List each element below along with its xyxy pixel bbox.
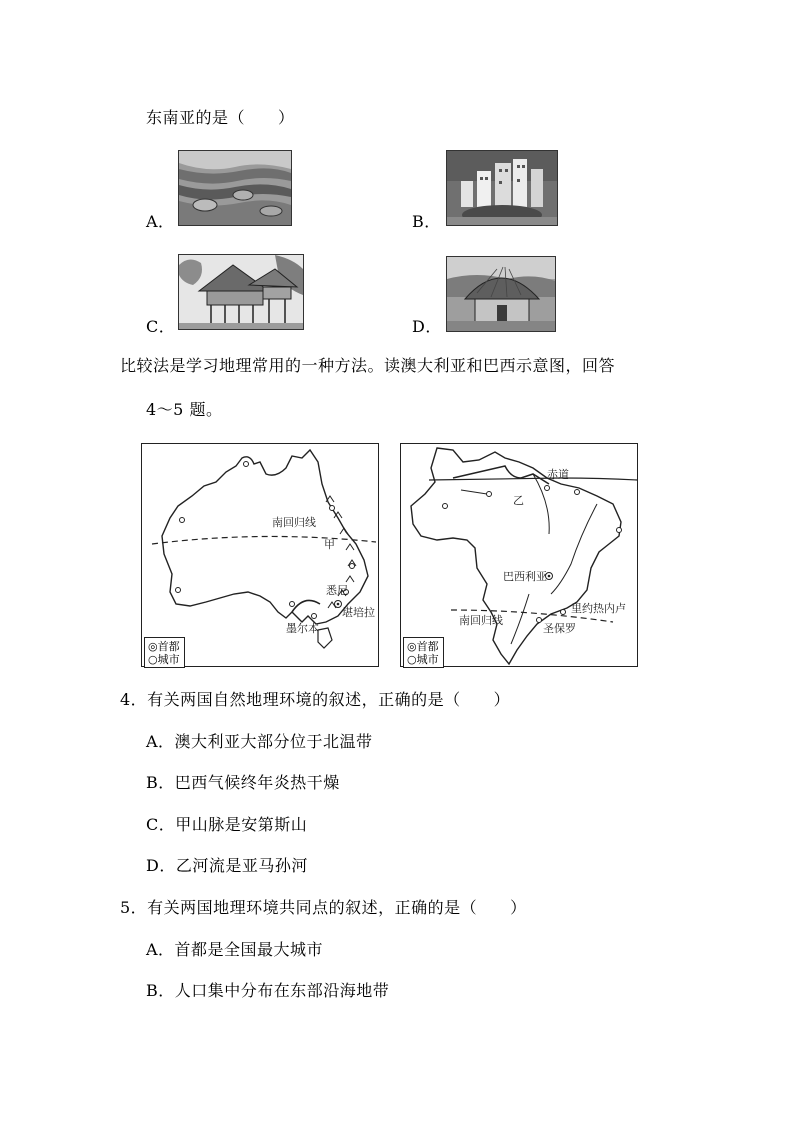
- q3-option-d-letter[interactable]: D．: [412, 317, 442, 336]
- intro-line-1: 比较法是学习地理常用的一种方法。读澳大利亚和巴西示意图，回答: [120, 356, 616, 375]
- sydney-label: 悉尼: [326, 584, 348, 597]
- capital-legend-icon: ◎: [407, 640, 417, 653]
- q3-option-c-letter[interactable]: C．: [146, 317, 176, 336]
- city-marker: [290, 602, 295, 607]
- q5-stem: 5．有关两国地理环境共同点的叙述，正确的是（ ）: [120, 898, 527, 917]
- rio-label: 里约热内卢: [571, 602, 626, 615]
- city-marker: [350, 564, 355, 569]
- brasilia-label: 巴西利亚: [503, 570, 547, 583]
- q5-option-b[interactable]: B．人口集中分布在东部沿海地带: [146, 981, 390, 1000]
- city-marker: [575, 490, 580, 495]
- legend-city-text: 城市: [416, 653, 439, 666]
- thatched-round-hut-photo[interactable]: [446, 256, 556, 332]
- equator-label: 赤道: [547, 468, 569, 481]
- desert-mud-towers-photo[interactable]: [446, 150, 558, 226]
- city-marker: [545, 486, 550, 491]
- tasmania-outline: [318, 628, 332, 648]
- city-marker: [617, 528, 622, 533]
- city-marker: [330, 506, 335, 511]
- terraced-rice-fields-photo[interactable]: [178, 150, 292, 226]
- city-marker: [487, 492, 492, 497]
- legend-capital-text: 首都: [157, 640, 180, 653]
- q4-option-a[interactable]: A．澳大利亚大部分位于北温带: [146, 732, 373, 751]
- brazil-legend: [403, 637, 444, 668]
- city-marker: [443, 504, 448, 509]
- q5-option-a[interactable]: A．首都是全国最大城市: [146, 940, 324, 959]
- brazil-map: [400, 443, 638, 667]
- mountain-label-jia: 甲: [324, 538, 335, 551]
- sao-paulo-label: 圣保罗: [543, 622, 576, 635]
- australia-legend: [144, 637, 185, 668]
- q4-option-b[interactable]: B．巴西气候终年炎热干燥: [146, 773, 340, 792]
- australia-map: [141, 443, 379, 667]
- q4-option-d[interactable]: D．乙河流是亚马孙河: [146, 856, 308, 875]
- melbourne-marker: [312, 614, 317, 619]
- q3-option-a-letter[interactable]: A．: [146, 212, 175, 231]
- canberra-capital-marker: [335, 601, 342, 608]
- city-marker: [244, 462, 249, 467]
- australia-tropic-label: 南回归线: [272, 516, 316, 529]
- capital-legend-icon: ◎: [148, 640, 158, 653]
- city-legend-icon: ○: [407, 653, 417, 666]
- q4-option-c[interactable]: C．甲山脉是安第斯山: [146, 815, 308, 834]
- brazil-tropic-label: 南回归线: [459, 614, 503, 627]
- river-label-yi: 乙: [513, 494, 524, 507]
- sao-paulo-marker: [537, 618, 542, 623]
- intro-line-2: 4～5 题。: [146, 400, 223, 419]
- city-marker: [176, 588, 181, 593]
- q3-stem-tail: 东南亚的是（ ）: [146, 108, 295, 127]
- city-legend-icon: ○: [148, 653, 158, 666]
- rio-marker: [561, 610, 566, 615]
- melbourne-label: 墨尔本: [286, 622, 319, 635]
- q4-stem: 4．有关两国自然地理环境的叙述，正确的是（ ）: [120, 690, 511, 709]
- legend-city-text: 城市: [157, 653, 180, 666]
- legend-capital-text: 首都: [416, 640, 439, 653]
- canberra-label: 堪培拉: [342, 606, 375, 619]
- q3-option-b-letter[interactable]: B．: [412, 212, 441, 231]
- stilt-bamboo-house-photo[interactable]: [178, 254, 304, 330]
- city-marker: [180, 518, 185, 523]
